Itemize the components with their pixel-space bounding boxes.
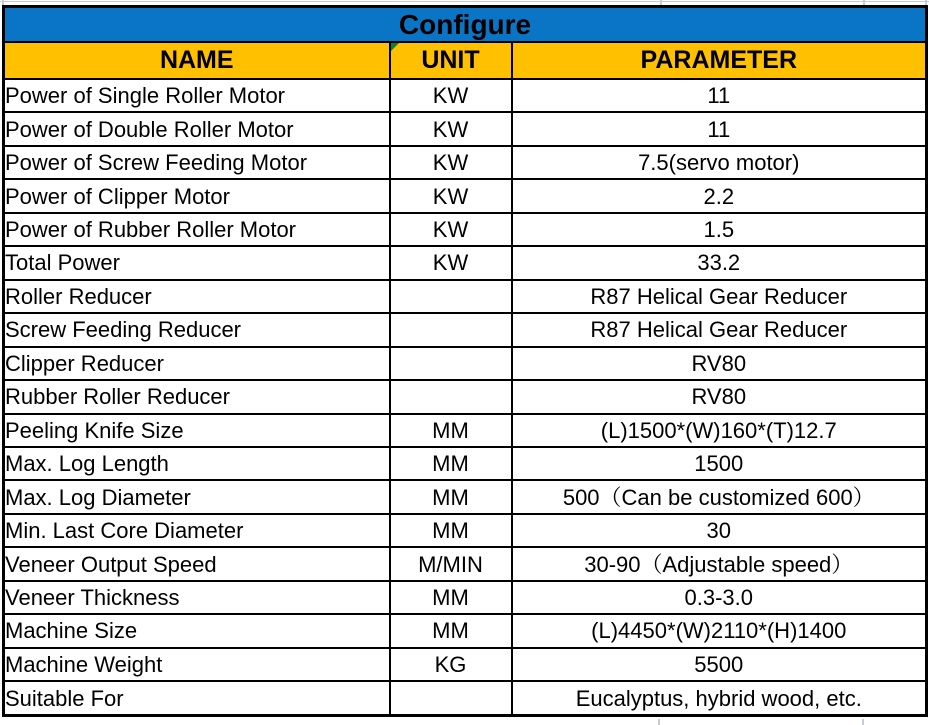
error-indicator-icon bbox=[391, 43, 399, 51]
cell-parameter[interactable]: RV80 bbox=[512, 380, 927, 413]
cell-parameter[interactable]: (L)4450*(W)2110*(H)1400 bbox=[512, 614, 927, 647]
cell-parameter[interactable]: 2.2 bbox=[512, 179, 927, 212]
cell-name[interactable]: Power of Single Roller Motor bbox=[4, 79, 390, 112]
table-row bbox=[4, 380, 927, 413]
cell-unit[interactable] bbox=[390, 380, 512, 413]
column-header-name[interactable]: NAME bbox=[4, 42, 390, 79]
cell-parameter[interactable]: 5500 bbox=[512, 648, 927, 681]
cell-parameter[interactable]: 1.5 bbox=[512, 213, 927, 246]
table-row bbox=[4, 480, 927, 513]
cell-name[interactable]: Rubber Roller Reducer bbox=[4, 380, 390, 413]
table-title[interactable]: Configure bbox=[4, 7, 927, 43]
cell-parameter[interactable]: RV80 bbox=[512, 347, 927, 380]
cell-unit[interactable] bbox=[390, 681, 512, 715]
cell-parameter[interactable]: Eucalyptus, hybrid wood, etc. bbox=[512, 681, 927, 715]
column-header-unit-label: UNIT bbox=[421, 46, 480, 75]
cell-name[interactable]: Max. Log Diameter bbox=[4, 480, 390, 513]
cell-name[interactable]: Screw Feeding Reducer bbox=[4, 313, 390, 346]
cell-unit[interactable] bbox=[390, 347, 512, 380]
cell-name[interactable]: Suitable For bbox=[4, 681, 390, 715]
cell-parameter[interactable]: 11 bbox=[512, 79, 927, 112]
cell-parameter[interactable]: 11 bbox=[512, 112, 927, 145]
cell-unit[interactable]: KG bbox=[390, 648, 512, 681]
cell-parameter[interactable]: R87 Helical Gear Reducer bbox=[512, 313, 927, 346]
cell-unit[interactable]: KW bbox=[390, 179, 512, 212]
cell-name[interactable]: Roller Reducer bbox=[4, 280, 390, 313]
table-row bbox=[4, 280, 927, 313]
title-row bbox=[4, 7, 927, 43]
cell-name[interactable]: Peeling Knife Size bbox=[4, 414, 390, 447]
cell-name[interactable]: Veneer Thickness bbox=[4, 581, 390, 614]
cell-parameter[interactable]: 1500 bbox=[512, 447, 927, 480]
table-row bbox=[4, 112, 927, 145]
cell-parameter[interactable]: 500（Can be customized 600） bbox=[512, 480, 927, 513]
table-row bbox=[4, 146, 927, 179]
excel-gridline-tick bbox=[658, 719, 660, 725]
table-row bbox=[4, 414, 927, 447]
excel-gridline-horizontal bbox=[0, 1, 929, 2]
cell-unit[interactable]: MM bbox=[390, 447, 512, 480]
cell-unit[interactable]: KW bbox=[390, 146, 512, 179]
cell-parameter[interactable]: 30-90（Adjustable speed） bbox=[512, 547, 927, 580]
table-row bbox=[4, 581, 927, 614]
table-row bbox=[4, 213, 927, 246]
table-row bbox=[4, 79, 927, 112]
cell-name[interactable]: Power of Screw Feeding Motor bbox=[4, 146, 390, 179]
table-row bbox=[4, 547, 927, 580]
cell-name[interactable]: Clipper Reducer bbox=[4, 347, 390, 380]
table-row bbox=[4, 347, 927, 380]
table-row bbox=[4, 681, 927, 715]
cell-parameter[interactable]: 7.5(servo motor) bbox=[512, 146, 927, 179]
cell-unit[interactable]: KW bbox=[390, 213, 512, 246]
cell-parameter[interactable]: 0.3-3.0 bbox=[512, 581, 927, 614]
table-row bbox=[4, 614, 927, 647]
cell-name[interactable]: Total Power bbox=[4, 246, 390, 279]
header-row bbox=[4, 42, 927, 79]
cell-parameter[interactable]: R87 Helical Gear Reducer bbox=[512, 280, 927, 313]
cell-unit[interactable]: KW bbox=[390, 246, 512, 279]
cell-unit[interactable]: M/MIN bbox=[390, 547, 512, 580]
table-row bbox=[4, 514, 927, 547]
cell-unit[interactable]: KW bbox=[390, 112, 512, 145]
table-row bbox=[4, 313, 927, 346]
cell-name[interactable]: Max. Log Length bbox=[4, 447, 390, 480]
table-row bbox=[4, 179, 927, 212]
cell-unit[interactable] bbox=[390, 313, 512, 346]
cell-name[interactable]: Power of Double Roller Motor bbox=[4, 112, 390, 145]
cell-name[interactable]: Machine Size bbox=[4, 614, 390, 647]
cell-name[interactable]: Machine Weight bbox=[4, 648, 390, 681]
cell-name[interactable]: Min. Last Core Diameter bbox=[4, 514, 390, 547]
cell-parameter[interactable]: (L)1500*(W)160*(T)12.7 bbox=[512, 414, 927, 447]
cell-unit[interactable]: MM bbox=[390, 581, 512, 614]
cell-name[interactable]: Power of Clipper Motor bbox=[4, 179, 390, 212]
cell-unit[interactable]: MM bbox=[390, 614, 512, 647]
cell-unit[interactable]: KW bbox=[390, 79, 512, 112]
cell-unit[interactable] bbox=[390, 280, 512, 313]
cell-name[interactable]: Veneer Output Speed bbox=[4, 547, 390, 580]
cell-name[interactable]: Power of Rubber Roller Motor bbox=[4, 213, 390, 246]
table-row bbox=[4, 246, 927, 279]
column-header-unit[interactable] bbox=[390, 42, 512, 79]
cell-unit[interactable]: MM bbox=[390, 514, 512, 547]
cell-parameter[interactable]: 33.2 bbox=[512, 246, 927, 279]
excel-gridline-tick bbox=[862, 719, 864, 725]
cell-unit[interactable]: MM bbox=[390, 480, 512, 513]
configure-table bbox=[2, 5, 928, 717]
cell-unit[interactable]: MM bbox=[390, 414, 512, 447]
table-row bbox=[4, 648, 927, 681]
cell-parameter[interactable]: 30 bbox=[512, 514, 927, 547]
table-row bbox=[4, 447, 927, 480]
column-header-parameter[interactable]: PARAMETER bbox=[512, 42, 927, 79]
